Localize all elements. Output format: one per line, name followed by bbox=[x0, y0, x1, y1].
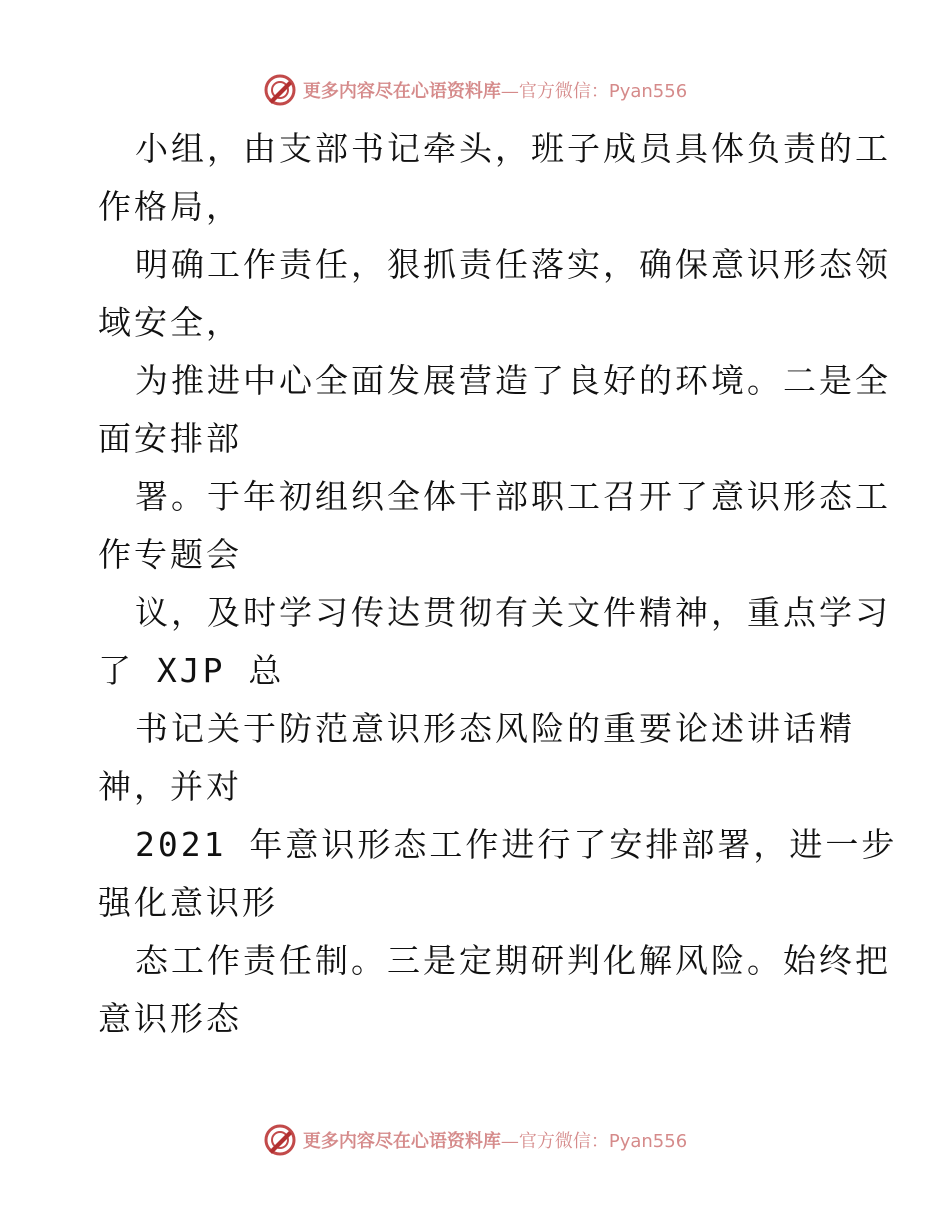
pen-circle-logo-icon bbox=[263, 73, 297, 107]
header-separator: — bbox=[500, 81, 519, 102]
text-line: 2021 年意识形态工作进行了安排部署，进一步 bbox=[135, 825, 898, 864]
footer-text bbox=[303, 1127, 687, 1153]
document-body bbox=[98, 120, 898, 1048]
footer-site-text: 更多内容尽在心语资料库 bbox=[302, 1131, 501, 1152]
text-line: 域安全， bbox=[98, 303, 242, 342]
footer-banner bbox=[0, 1120, 950, 1160]
footer-wechat-label: 官方微信： bbox=[518, 1131, 609, 1152]
header-banner bbox=[0, 70, 950, 110]
text-line: 作专题会 bbox=[98, 535, 242, 574]
pen-circle-logo-icon bbox=[263, 1123, 297, 1157]
footer-wechat-id: Pyan556 bbox=[608, 1131, 688, 1152]
header-text bbox=[303, 77, 687, 103]
text-line: 面安排部 bbox=[98, 419, 242, 458]
text-line: 书记关于防范意识形态风险的重要论述讲话精 bbox=[135, 709, 855, 748]
text-line: 意识形态 bbox=[98, 999, 242, 1038]
text-line: 为推进中心全面发展营造了良好的环境。二是全 bbox=[135, 361, 891, 400]
text-line: 作格局， bbox=[98, 187, 242, 226]
text-line: 强化意识形 bbox=[98, 883, 278, 922]
header-site-text: 更多内容尽在心语资料库 bbox=[302, 81, 501, 102]
text-line: 了 XJP 总 bbox=[98, 651, 285, 690]
text-line: 明确工作责任，狠抓责任落实，确保意识形态领 bbox=[135, 245, 891, 284]
header-wechat-id: Pyan556 bbox=[608, 81, 688, 102]
text-line: 署。于年初组织全体干部职工召开了意识形态工 bbox=[135, 477, 891, 516]
text-line: 态工作责任制。三是定期研判化解风险。始终把 bbox=[135, 941, 891, 980]
footer-separator: — bbox=[500, 1131, 519, 1152]
text-line: 小组，由支部书记牵头，班子成员具体负责的工 bbox=[135, 129, 891, 168]
text-line: 议，及时学习传达贯彻有关文件精神，重点学习 bbox=[135, 593, 891, 632]
text-line: 神，并对 bbox=[98, 767, 242, 806]
header-wechat-label: 官方微信： bbox=[518, 81, 609, 102]
